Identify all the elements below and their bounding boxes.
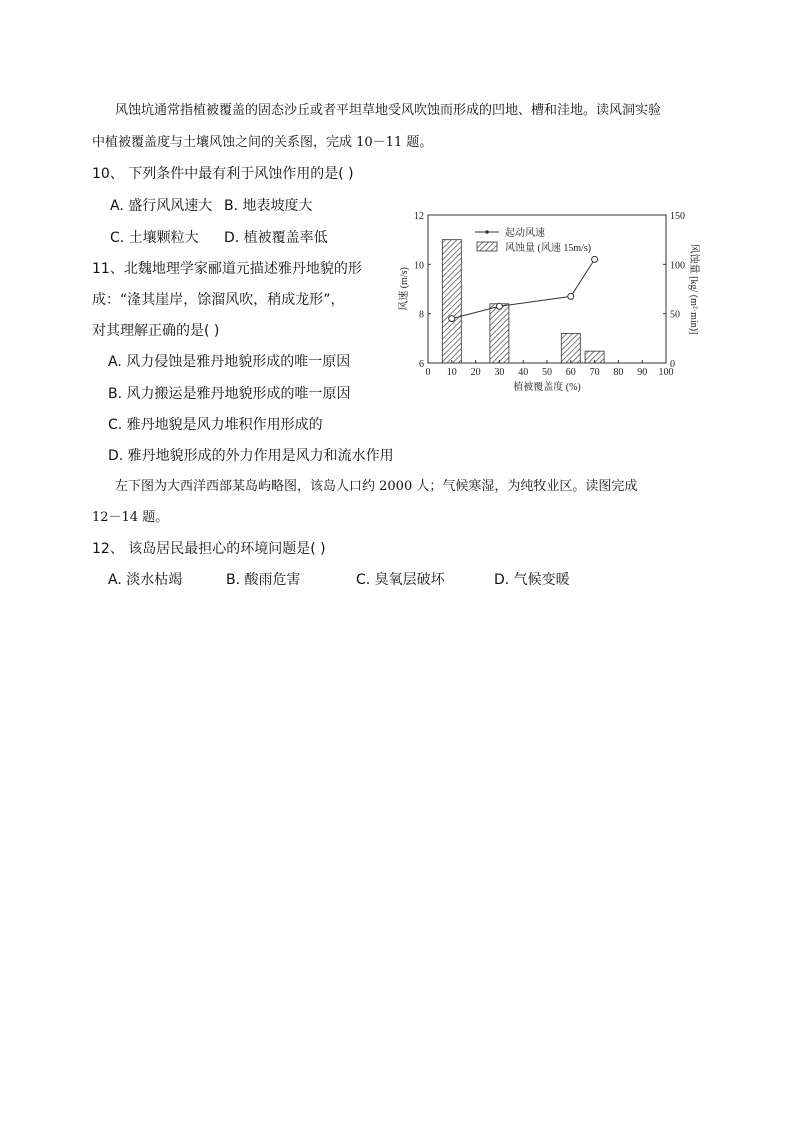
threshold-wind-point-1 [496,303,502,309]
question-10-option-d: D. 植被覆盖率低 [224,230,328,246]
question-11-option-b: B. 风力搬运是雅丹地貌形成的唯一原因 [108,386,351,402]
x-tick-label: 100 [658,367,674,378]
y-right-tick-label: 0 [670,359,675,370]
question-10-stem: 10、 下列条件中最有利于风蚀作用的是( ) [92,166,354,182]
chart-legend [475,226,591,254]
y-right-tick-label: 50 [670,309,680,321]
threshold-wind-line [452,259,595,318]
intro-line-2: 中植被覆盖度与土壤风蚀之间的关系图，完成 10－11 题。 [92,135,433,150]
x-axis-label: 植被覆盖度 (%) [513,382,581,393]
threshold-wind-point-3 [592,256,598,262]
question-10-option-c: C. 土壤颗粒大 [110,230,199,246]
x-tick-label: 30 [494,367,505,378]
question-12-option-b: B. 酸雨危害 [226,572,301,588]
y-left-tick-label: 8 [419,309,424,321]
threshold-wind-point-2 [568,293,574,299]
question-11-stem-3: 对其理解正确的是( ) [92,323,220,339]
erosion-bar-1 [490,304,509,363]
erosion-bar-0 [442,240,461,363]
plot-frame [428,215,666,363]
x-tick-label: 90 [637,367,648,378]
x-tick-label: 70 [589,367,600,378]
question-11-stem-1: 11、北魏地理学家郦道元描述雅丹地貌的形 [92,261,362,277]
legend-line-label: 起动风速 [505,228,545,239]
question-10-option-a: A. 盛行风风速大 [110,198,213,214]
x-tick-label: 80 [613,367,624,378]
threshold-wind-point-0 [449,316,455,322]
question-11-option-d: D. 雅丹地貌形成的外力作用是风力和流水作用 [108,448,394,464]
y-axis-left-label: 风速 (m/s) [399,267,410,311]
question-12-option-a: A. 淡水枯竭 [108,572,183,588]
y-axis-right-label: 风蚀量 [kg/ (m²·min)] [688,243,699,335]
y-right-tick-label: 150 [670,211,685,222]
x-tick-label: 50 [542,367,552,378]
intro2-line-1: 左下图为大西洋西部某岛屿略图，该岛人口约 2000 人；气候寒湿，为纯牧业区。读图完成 [115,479,638,494]
y-left-tick-label: 12 [414,211,424,222]
x-tick-label: 0 [425,367,431,378]
question-10-option-b: B. 地表坡度大 [224,198,313,214]
intro2-line-2: 12－14 题。 [92,510,169,525]
question-12-option-d: D. 气候变暖 [494,572,570,588]
vegetation-wind-erosion-chart [395,205,699,395]
question-12-stem: 12、 该岛居民最担心的环境问题是( ) [92,541,326,557]
intro-line-1: 风蚀坑通常指植被覆盖的固态沙丘或者平坦草地受风吹蚀而形成的凹地、槽和洼地。读风洞实验 [115,103,662,118]
question-11-stem-2: 成：“湰其崖岸，馀溜风吹，稍成龙形”， [92,292,345,308]
question-11-option-a: A. 风力侵蚀是雅丹地貌形成的唯一原因 [108,354,351,370]
x-tick-label: 20 [470,367,481,378]
y-left-tick-label: 10 [414,260,424,272]
question-11-option-c: C. 雅丹地貌是风力堆积作用形成的 [108,417,323,433]
y-left-tick-label: 6 [419,359,424,370]
x-tick-label: 10 [446,367,457,378]
question-12-option-c: C. 臭氧层破坏 [356,572,445,588]
y-right-tick-label: 100 [670,260,685,272]
x-tick-label: 40 [518,367,529,378]
erosion-bar-2 [561,333,580,363]
legend-bar-label: 风蚀量 (风速 15m/s) [505,243,592,254]
x-tick-label: 60 [565,367,576,378]
